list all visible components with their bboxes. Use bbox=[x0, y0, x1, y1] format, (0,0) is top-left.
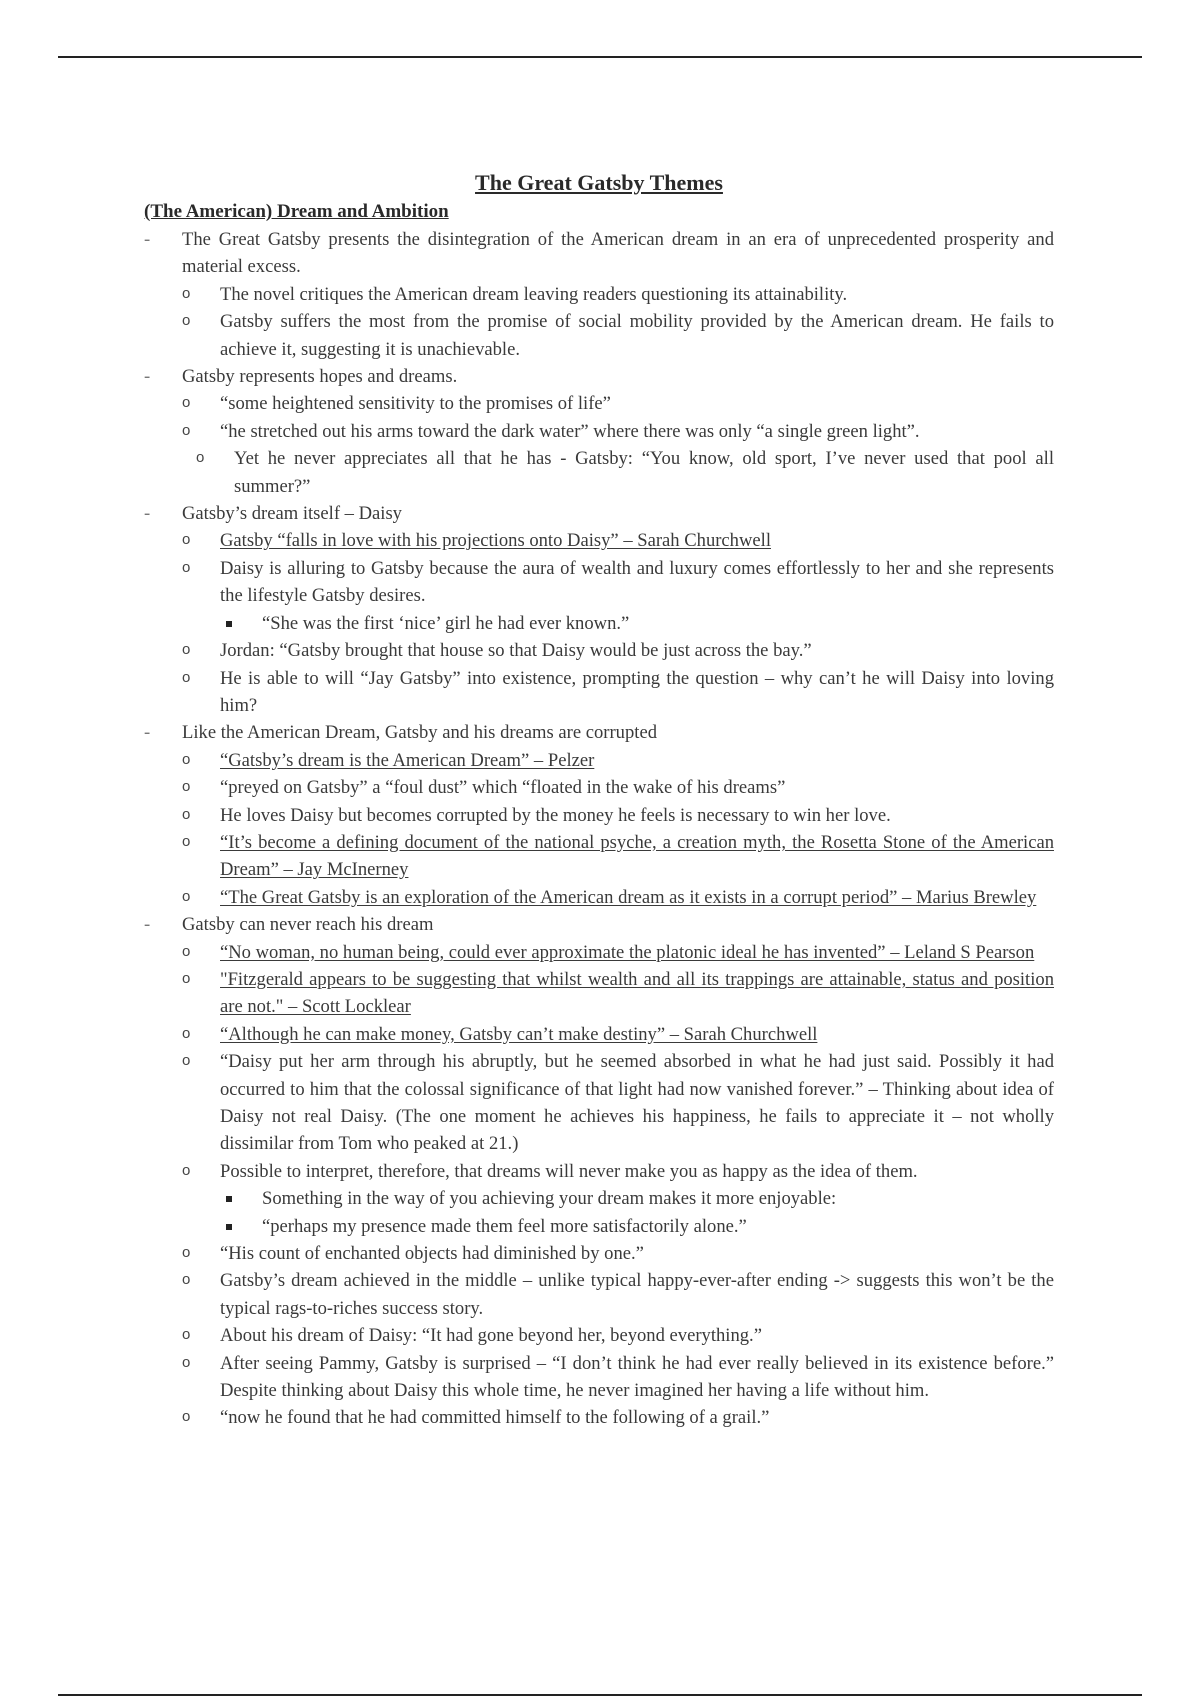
list-item: o He is able to will “Jay Gatsby” into existence, prompting the question – why can’t he will Daisy into loving him? bbox=[182, 665, 1054, 720]
list-item: o “preyed on Gatsby” a “foul dust” which “floated in the wake of his dreams” bbox=[182, 774, 1054, 801]
list-item bbox=[182, 939, 1054, 966]
quote-citation: Gatsby “falls in love with his projections onto Daisy” – Sarah Churchwell bbox=[220, 530, 771, 552]
list-item: “perhaps my presence made them feel more satisfactorily alone.” bbox=[220, 1213, 1054, 1240]
list-item: “She was the first ‘nice’ girl he had ever known.” bbox=[220, 610, 1054, 637]
list-item: o Daisy is alluring to Gatsby because the aura of wealth and luxury comes effortlessly to her and she represents the lifestyle Gatsby desires. “She was the first ‘nice’ girl he had ever known.” bbox=[182, 555, 1054, 637]
list-item: o Gatsby suffers the most from the promise of social mobility provided by the American dream. He fails to achieve it, suggesting it is unachievable. bbox=[182, 308, 1054, 363]
quote-citation: “It’s become a defining document of the national psyche, a creation myth, the Rosetta Stone of the American Dream” – Jay McInerney bbox=[220, 831, 1054, 881]
list-item: o “now he found that he had committed himself to the following of a grail.” bbox=[182, 1404, 1054, 1431]
list-item: - The Great Gatsby presents the disintegration of the American dream in an era of unprecedented prosperity and material excess. o The novel critiques the American dream leaving readers questioning its attainability. o Gatsby suffers the most from the promise of social mobility provided by the American dream. He fails to achieve it, suggesting it is unachievable. bbox=[144, 226, 1054, 363]
list-item bbox=[182, 1021, 1054, 1048]
list-item: - Gatsby represents hopes and dreams. o “some heightened sensitivity to the promises of life” o “he stretched out his arms toward the dark water” where there was only “a single green light”. o Yet he never appreciates all that he has - Gatsby: “You know, old sport, I’ve never used that pool all summer?” bbox=[144, 363, 1054, 500]
footer-rule bbox=[58, 1694, 1142, 1696]
list-item bbox=[182, 527, 1054, 554]
list-item: o “some heightened sensitivity to the promises of life” bbox=[182, 390, 1054, 417]
list-item: o After seeing Pammy, Gatsby is surprised – “I don’t think he had ever really believed in its existence before.” Despite thinking about Daisy this whole time, he never imagined her having a life without him. bbox=[182, 1350, 1054, 1405]
list-item: Something in the way of you achieving your dream makes it more enjoyable: bbox=[220, 1185, 1054, 1212]
list-item: o Possible to interpret, therefore, that dreams will never make you as happy as the idea of them. Something in the way of you achieving your dream makes it more enjoyable: “perhaps my presence made them feel more satisfactorily alone.” bbox=[182, 1158, 1054, 1240]
quote-citation: "Fitzgerald appears to be suggesting that whilst wealth and all its trappings are attainable, status and position are not." – Scott Locklear bbox=[220, 968, 1054, 1018]
list-item: o “he stretched out his arms toward the dark water” where there was only “a single green light”. bbox=[182, 418, 1054, 445]
list-item bbox=[182, 884, 1054, 911]
theme-points-list bbox=[144, 226, 1054, 1432]
list-item: o Jordan: “Gatsby brought that house so that Daisy would be just across the bay.” bbox=[182, 637, 1054, 664]
list-item: o About his dream of Daisy: “It had gone beyond her, beyond everything.” bbox=[182, 1322, 1054, 1349]
list-item: - Gatsby can never reach his dream o “No woman, no human being, could ever approximate the platonic ideal he has invented” – Leland S Pearson o "Fitzgerald appears to be suggesting that whilst wealth and all its trappings are attainable, status and position are not." – Scott Locklear o “Although he can make money, Gatsby can’t make destiny” – Sarah Churchwell o “Daisy put her arm through his abruptly, but he seemed absorbed in what he had just said. Possibly it had occurred to him that the colossal significance of that light had now vanished forever.” – Thinking about idea of Daisy not real Daisy. (The one moment he achieves his happiness, he fails to appreciate it – not wholly dissimilar from Tom who peaked at 21.) o Possible to interpret, therefore, that dreams will never make you as happy as the idea of them. Something in the way of you achieving your dream makes it more enjoyable: “perhaps my presence made them feel more satisfactorily alone.” o “His count of enchanted objects had diminished by one.” o Gatsby’s dream achieved in the middle – unlike typical happy-ever-after ending -> suggests this won’t be the typical rags-to-riches success story. o About his dream of Daisy: “It had gone beyond her, beyond everything.” o After seeing Pammy, Gatsby is surprised – “I don’t think he had ever really believed in its existence before.” Despite thinking about Daisy this whole time, he never imagined her having a life without him. o “now he found that he had committed himself to the following of a grail.” bbox=[144, 911, 1054, 1432]
list-item bbox=[182, 966, 1054, 1021]
page-title: The Great Gatsby Themes bbox=[475, 170, 723, 195]
list-item bbox=[182, 829, 1054, 884]
list-item: - Like the American Dream, Gatsby and his dreams are corrupted o “Gatsby’s dream is the American Dream” – Pelzer o “preyed on Gatsby” a “foul dust” which “floated in the wake of his dreams” o He loves Daisy but becomes corrupted by the money he feels is necessary to win her love. o “It’s become a defining document of the national psyche, a creation myth, the Rosetta Stone of the American Dream” – Jay McInerney o “The Great Gatsby is an exploration of the American dream as it exists in a corrupt period” – Marius Brewley bbox=[144, 719, 1054, 911]
list-item: o The novel critiques the American dream leaving readers questioning its attainability. bbox=[182, 281, 1054, 308]
quote-citation: “Although he can make money, Gatsby can’t make destiny” – Sarah Churchwell bbox=[220, 1023, 818, 1045]
quote-citation: “The Great Gatsby is an exploration of the American dream as it exists in a corrupt period” – Marius Brewley bbox=[220, 886, 1037, 908]
list-item: o He loves Daisy but becomes corrupted by the money he feels is necessary to win her love. bbox=[182, 802, 1054, 829]
list-item: o “His count of enchanted objects had diminished by one.” bbox=[182, 1240, 1054, 1267]
list-item: o Gatsby’s dream achieved in the middle – unlike typical happy-ever-after ending -> suggests this won’t be the typical rags-to-riches success story. bbox=[182, 1267, 1054, 1322]
document-body bbox=[144, 168, 1054, 1432]
list-item: - Gatsby’s dream itself – Daisy o Gatsby “falls in love with his projections onto Daisy” – Sarah Churchwell o Daisy is alluring to Gatsby because the aura of wealth and luxury comes effortlessly to her and she represents the lifestyle Gatsby desires. “She was the first ‘nice’ girl he had ever known.” o Jordan: “Gatsby brought that house so that Daisy would be just across the bay.” o He is able to will “Jay Gatsby” into existence, prompting the question – why can’t he will Daisy into loving him? bbox=[144, 500, 1054, 719]
list-item bbox=[182, 747, 1054, 774]
section-heading: (The American) Dream and Ambition bbox=[144, 201, 449, 222]
quote-citation: “Gatsby’s dream is the American Dream” – Pelzer bbox=[220, 749, 595, 771]
quote-citation: “No woman, no human being, could ever approximate the platonic ideal he has invented” – Leland S Pearson bbox=[220, 941, 1035, 963]
list-item: o Yet he never appreciates all that he has - Gatsby: “You know, old sport, I’ve never used that pool all summer?” bbox=[196, 445, 1054, 500]
header-rule bbox=[58, 56, 1142, 58]
list-item: o “Daisy put her arm through his abruptly, but he seemed absorbed in what he had just said. Possibly it had occurred to him that the colossal significance of that light had now vanished forever.” – Thinking about idea of Daisy not real Daisy. (The one moment he achieves his happiness, he fails to appreciate it – not wholly dissimilar from Tom who peaked at 21.) bbox=[182, 1048, 1054, 1158]
